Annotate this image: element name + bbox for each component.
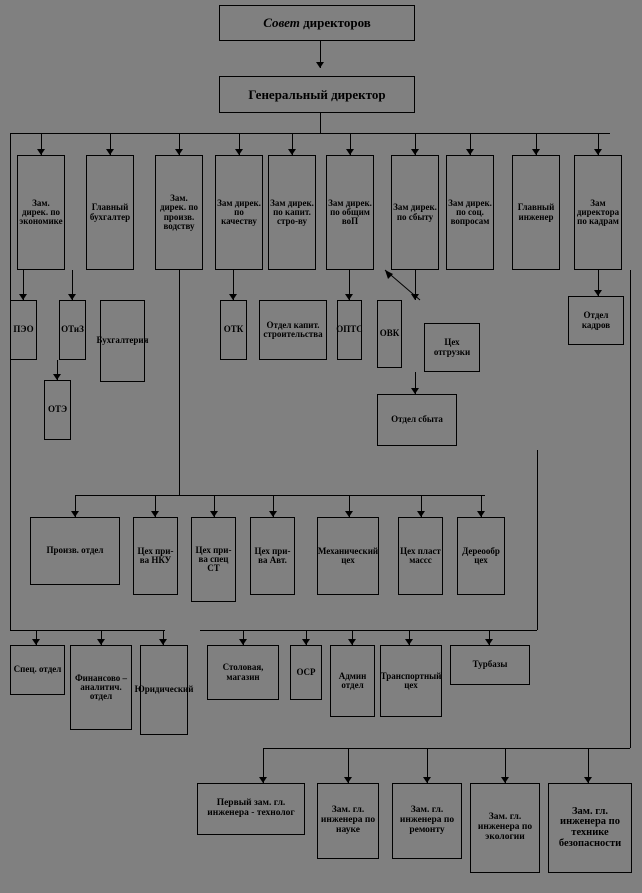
- node-shipping-shop[interactable]: Цех отгрузки: [424, 323, 480, 372]
- node-shop-nku[interactable]: Цех при-ва НКУ: [133, 517, 178, 595]
- node-first-deputy-chief-engineer-technologist[interactable]: Первый зам. гл. инженера - технолог: [197, 783, 305, 835]
- node-deputy-chief-engineer-safety[interactable]: Зам. гл. инженера по технике безопасности: [548, 783, 632, 873]
- bus-level3: [10, 133, 610, 134]
- board-label-italic: Совет: [263, 15, 300, 31]
- node-deputy-quality[interactable]: Зам дирек. по качеству: [215, 155, 263, 270]
- node-deputy-construction[interactable]: Зам дирек. по капит. стро-ву: [268, 155, 316, 270]
- node-admin-dept[interactable]: Админ отдел: [330, 645, 375, 717]
- node-deputy-chief-engineer-ecology[interactable]: Зам. гл. инженера по экологии: [470, 783, 540, 873]
- node-ote[interactable]: ОТЭ: [44, 380, 71, 440]
- node-deputy-chief-engineer-repair[interactable]: Зам. гл. инженера по ремонту: [392, 783, 462, 859]
- node-shop-avt[interactable]: Цех при-ва Авт.: [250, 517, 295, 595]
- node-deputy-common-affairs[interactable]: Зам дирек. по общим воП: [326, 155, 374, 270]
- node-capital-construction-dept[interactable]: Отдел капит. строительства: [259, 300, 327, 360]
- node-opts[interactable]: ОПТС: [337, 300, 362, 360]
- node-woodworking-shop[interactable]: Дереообр цех: [457, 517, 505, 595]
- node-accounting-dept[interactable]: Бухгалтерия: [100, 300, 145, 382]
- node-osr[interactable]: ОСР: [290, 645, 322, 700]
- node-production-dept[interactable]: Произв. отдел: [30, 517, 120, 585]
- connector-prod-down: [179, 270, 180, 495]
- node-shop-spec-st[interactable]: Цех при-ва спец СТ: [191, 517, 236, 602]
- node-legal-dept[interactable]: Юридический: [140, 645, 188, 735]
- node-chief-accountant[interactable]: Главный бухгалтер: [86, 155, 134, 270]
- bus-level5: [75, 495, 485, 496]
- node-deputy-sales[interactable]: Зам дирек. по сбыту: [391, 155, 439, 270]
- arrow-gendir: [316, 62, 324, 68]
- node-sales-dept[interactable]: Отдел сбыта: [377, 394, 457, 446]
- arrow-shipping: [411, 294, 419, 300]
- connector-social-rail: [537, 450, 538, 630]
- node-plastics-shop[interactable]: Цех пласт массс: [398, 517, 443, 595]
- node-ovk[interactable]: ОВК: [377, 300, 402, 368]
- bus-level6-right: [200, 630, 537, 631]
- node-tourist-bases[interactable]: Турбазы: [450, 645, 530, 685]
- node-otk[interactable]: ОТК: [220, 300, 247, 360]
- bus-level6-left: [10, 630, 165, 631]
- connector-gendir-bus: [320, 113, 321, 133]
- node-board-of-directors[interactable]: [219, 5, 415, 41]
- node-deputy-hr[interactable]: Зам директора по кадрам: [574, 155, 622, 270]
- connector-econ-left-rail: [10, 133, 11, 630]
- node-general-director[interactable]: Генеральный директор: [219, 76, 415, 113]
- board-label-rest: директоров: [299, 15, 371, 31]
- node-mechanical-shop[interactable]: Механический цех: [317, 517, 379, 595]
- node-canteen-shop[interactable]: Столовая, магазин: [207, 645, 279, 700]
- node-deputy-production[interactable]: Зам. дирек. по произв. водству: [155, 155, 203, 270]
- node-special-dept[interactable]: Спец. отдел: [10, 645, 65, 695]
- node-chief-engineer[interactable]: Главный инженер: [512, 155, 560, 270]
- node-deputy-chief-engineer-science[interactable]: Зам. гл. инженера по науке: [317, 783, 379, 859]
- node-transport-shop[interactable]: Транспортный цех: [380, 645, 442, 717]
- connector-chiefeng-rail: [630, 270, 631, 748]
- node-hr-dept[interactable]: Отдел кадров: [568, 296, 624, 345]
- node-deputy-social[interactable]: Зам дирек. по соц. вопросам: [446, 155, 494, 270]
- bus-level7: [263, 748, 630, 749]
- node-peo[interactable]: ПЭО: [10, 300, 37, 360]
- node-financial-analytic-dept[interactable]: Финансово – аналитич. отдел: [70, 645, 132, 730]
- node-deputy-economics[interactable]: Зам. дирек. по экономике: [17, 155, 65, 270]
- node-otiz[interactable]: ОТиЗ: [59, 300, 86, 360]
